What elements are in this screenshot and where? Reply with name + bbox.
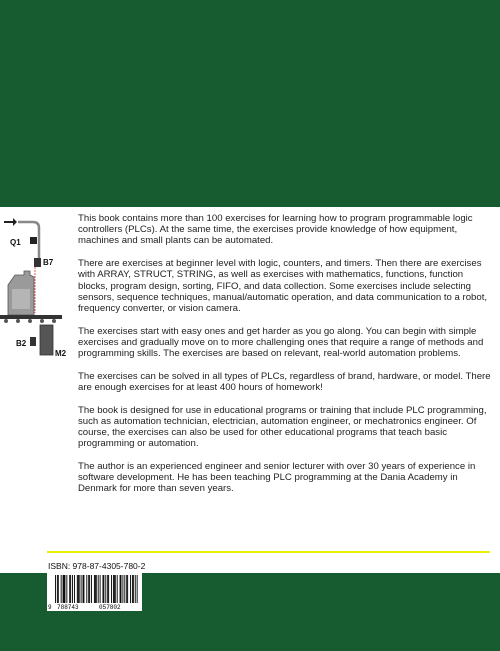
barcode-lead: 9 [48, 604, 52, 611]
valve-icon [30, 237, 37, 244]
barcode-bar [124, 575, 125, 603]
barcode-bar [98, 575, 99, 603]
canister-label [12, 289, 30, 309]
label-q1: Q1 [10, 238, 21, 247]
arrow-icon [4, 218, 17, 226]
barcode-bar [111, 575, 112, 603]
barcode-bar [61, 575, 62, 603]
barcode-bar [74, 575, 75, 603]
paragraph: The exercises start with easy ones and get harder as you go along. You can begin with simple exercises and gradually move on to more challenging ones that require a range of methods and programming skills. The exercises are based on relevant, real-world automation problems. [78, 325, 484, 360]
barcode-bar [137, 575, 138, 603]
label-b2: B2 [16, 339, 27, 348]
paragraph: The book is designed for use in educational programs or training that include PLC programming, such as automation technician, electrician, automation engineer, or mechatronics engineer. Of course, the exercises can also be used for other educational programs that teach basic programming or automation. [78, 404, 487, 450]
barcode-bar [115, 575, 116, 603]
barcode-bar [65, 575, 66, 603]
label-m2: M2 [55, 349, 67, 358]
barcode-bar [86, 575, 87, 603]
barcode-bar [103, 575, 104, 603]
barcode-bar [95, 575, 96, 603]
barcode-bar [81, 575, 82, 603]
barcode-bar [89, 575, 90, 603]
conveyor-belt [0, 315, 62, 319]
barcode-bar [133, 575, 134, 603]
barcode-bar [64, 575, 65, 603]
barcode-bar [84, 575, 85, 603]
barcode-bar [88, 575, 89, 603]
barcode-bar [79, 575, 80, 603]
barcode-bar [122, 575, 123, 603]
barcode [47, 573, 142, 611]
paragraph: This book contains more than 100 exercises for learning how to program programmable logic controllers (PLCs). At the same time, the exercises provide knowledge of how equipment, machines and small plants can be automated. [78, 213, 473, 247]
barcode-bar [130, 575, 131, 603]
paragraph: The author is an experienced engineer and senior lecturer with over 30 years of experience in software development. He has been teaching PLC programming at the Dania Academy in Denmark for more than seven years. [78, 460, 476, 495]
barcode-bar [103, 575, 104, 603]
barcode-bar [78, 575, 79, 603]
barcode-bar [120, 575, 121, 603]
isbn-label: ISBN: 978-87-4305-780-2 [48, 561, 146, 571]
barcode-bar [63, 575, 64, 603]
barcode-bar [58, 575, 59, 603]
label-b7: B7 [43, 258, 54, 267]
barcode-bar [105, 575, 106, 603]
barcode-bar [117, 575, 118, 603]
description [78, 213, 492, 506]
barcode-bar [57, 575, 58, 603]
barcode-bar [55, 575, 56, 603]
barcode-bar [113, 575, 114, 603]
plc-diagram [0, 207, 70, 367]
barcode-right: 057802 [99, 604, 121, 611]
barcode-bar [132, 575, 133, 603]
barcode-bar [69, 575, 70, 603]
sensor-b7-icon [34, 258, 41, 267]
motor-icon [40, 325, 53, 355]
barcode-bar [94, 575, 95, 603]
barcode-bar [108, 575, 109, 603]
barcode-bar [100, 575, 101, 603]
barcode-bar [77, 575, 78, 603]
barcode-bar [72, 575, 73, 603]
barcode-bar [121, 575, 122, 603]
barcode-bar [135, 575, 136, 603]
barcode-bar [107, 575, 108, 603]
barcode-bar [127, 575, 128, 603]
barcode-bar [91, 575, 92, 603]
paragraph: There are exercises at beginner level with logic, counters, and timers. Then there are exercises with ARRAY, STRUCT, STRING, as well as exercises with mathematics, functions, function blocks, program design, sorting, FIFO, and data collection. Some exercises include selecting sensors, sequence techniques, manual/automatic operation, and data communication to a robot, frequency converter, or vision camera. [78, 258, 488, 314]
barcode-bar [66, 575, 67, 603]
accent-line [47, 551, 490, 553]
barcode-bar [114, 575, 115, 603]
barcode-bar [96, 575, 97, 603]
barcode-bar [126, 575, 127, 603]
barcode-bar [70, 575, 71, 603]
sensor-b2-icon [30, 337, 36, 346]
barcode-left: 788743 [57, 604, 79, 611]
barcode-bar [83, 575, 84, 603]
paragraph: The exercises can be solved in all types of PLCs, regardless of brand, hardware, or model. There are enough exercises for at least 400 hours of homework! [78, 370, 491, 393]
